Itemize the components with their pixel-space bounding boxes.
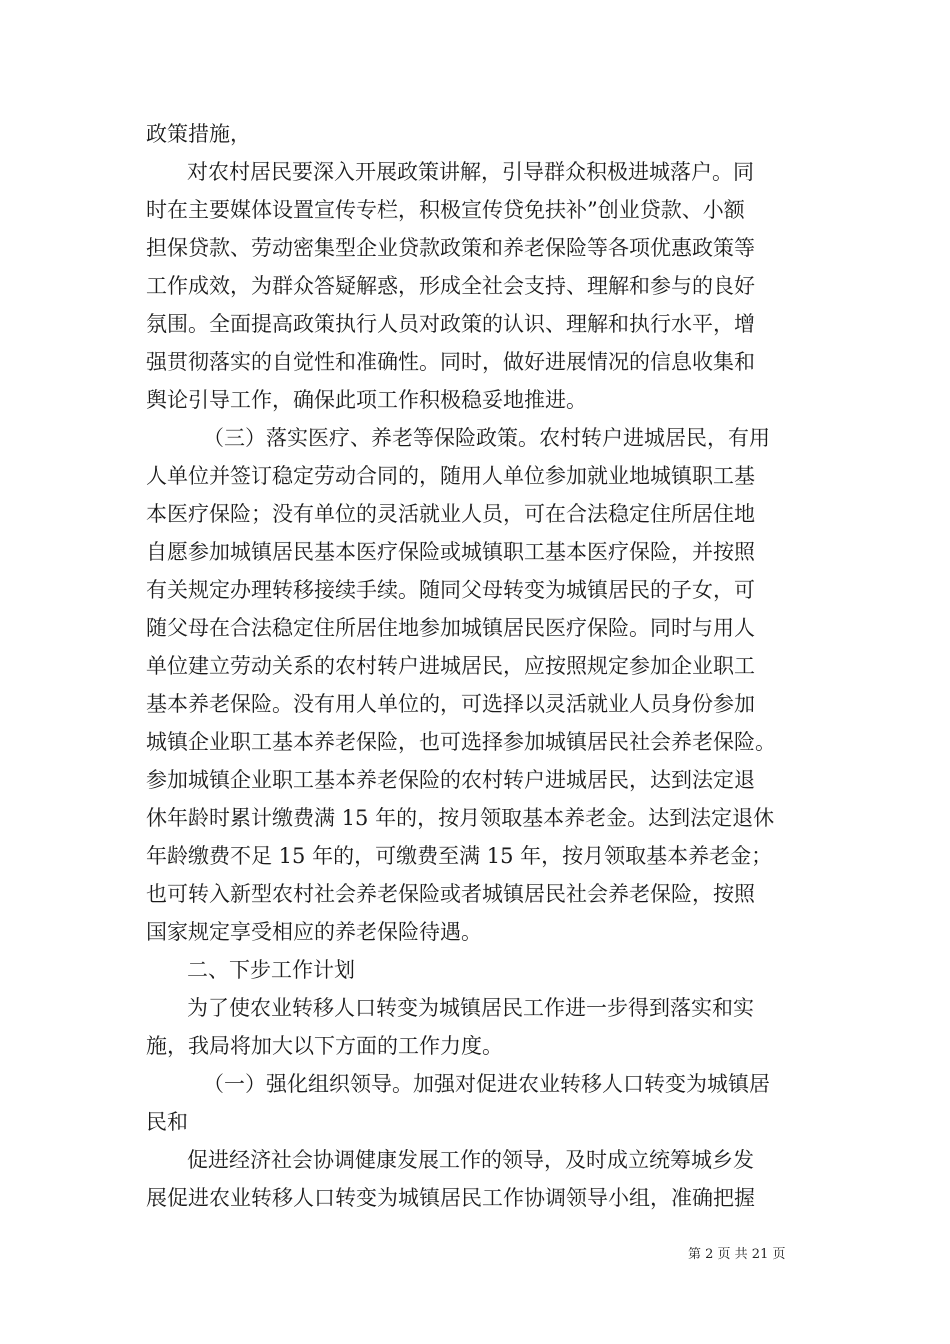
text-line: 强贯彻落实的自觉性和准确性。同时，做好进展情况的信息收集和 xyxy=(146,350,755,374)
text-line: （三）落实医疗、养老等保险政策。农村转户进城居民，有用 xyxy=(203,426,770,450)
text-line: 本医疗保险；没有单位的灵活就业人员，可在合法稳定住所居住地 xyxy=(146,502,755,526)
text-line: 年龄缴费不足 15 年的，可缴费至满 15 年，按月领取基本养老金； xyxy=(146,844,773,868)
page-number-footer: 第 2 页 共 21 页 xyxy=(688,1247,786,1262)
text-line: 有关规定办理转移接续手续。随同父母转变为城镇居民的子女，可 xyxy=(146,578,755,602)
text-line: 舆论引导工作，确保此项工作积极稳妥地推进。 xyxy=(146,388,587,412)
text-line: 为了使农业转移人口转变为城镇居民工作进一步得到落实和实 xyxy=(187,996,754,1020)
text-line: 氛围。全面提高政策执行人员对政策的认识、理解和执行水平，增 xyxy=(146,312,755,336)
text-line: 人单位并签订稳定劳动合同的，随用人单位参加就业地城镇职工基 xyxy=(146,464,755,488)
text-line: 展促进农业转移人口转变为城镇居民工作协调领导小组，准确把握 xyxy=(146,1186,755,1210)
text-line: 促进经济社会协调健康发展工作的领导，及时成立统筹城乡发 xyxy=(187,1148,754,1172)
text-line: 政策措施， xyxy=(146,122,251,146)
text-line: （一）强化组织领导。加强对促进农业转移人口转变为城镇居 xyxy=(203,1072,770,1096)
text-line: 也可转入新型农村社会养老保险或者城镇居民社会养老保险，按照 xyxy=(146,882,755,906)
text-line: 工作成效，为群众答疑解惑，形成全社会支持、理解和参与的良好 xyxy=(146,274,755,298)
text-line: 参加城镇企业职工基本养老保险的农村转户进城居民，达到法定退 xyxy=(146,768,755,792)
text-line: 担保贷款、劳动密集型企业贷款政策和养老保险等各项优惠政策等 xyxy=(146,236,755,260)
text-line: 基本养老保险。没有用人单位的，可选择以灵活就业人员身份参加 xyxy=(146,692,755,716)
text-line: 单位建立劳动关系的农村转户进城居民，应按照规定参加企业职工 xyxy=(146,654,755,678)
text-line: 休年龄时累计缴费满 15 年的，按月领取基本养老金。达到法定退休 xyxy=(146,806,775,830)
text-line: 国家规定享受相应的养老保险待遇。 xyxy=(146,920,482,944)
text-line: 随父母在合法稳定住所居住地参加城镇居民医疗保险。同时与用人 xyxy=(146,616,755,640)
section-heading: 二、下步工作计划 xyxy=(187,958,355,982)
text-line: 城镇企业职工基本养老保险，也可选择参加城镇居民社会养老保险。 xyxy=(146,730,776,754)
text-line: 民和 xyxy=(146,1110,188,1134)
text-line: 施，我局将加大以下方面的工作力度。 xyxy=(146,1034,503,1058)
text-line: 自愿参加城镇居民基本医疗保险或城镇职工基本医疗保险，并按照 xyxy=(146,540,755,564)
text-line: 对农村居民要深入开展政策讲解，引导群众积极进城落户。同 xyxy=(187,160,754,184)
text-line: 时在主要媒体设置宣传专栏，积极宣传贷免扶补”创业贷款、小额 xyxy=(146,198,745,222)
